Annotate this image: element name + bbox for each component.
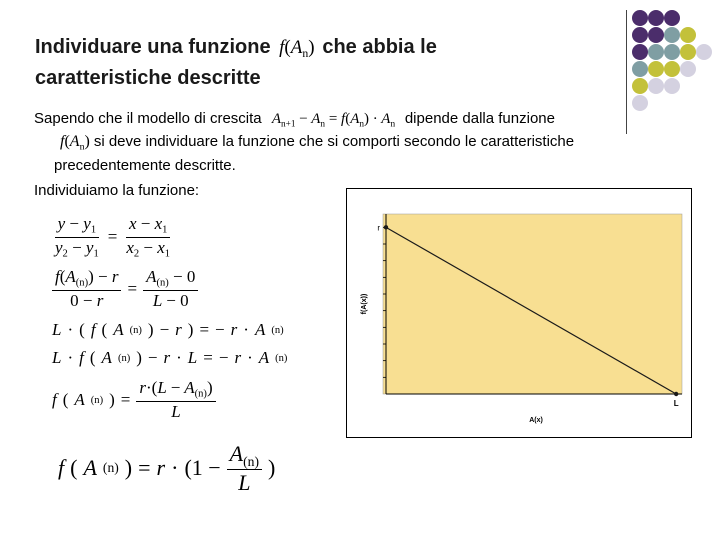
equation-line-substituted: $\frac{f(A_{(n)}) - r}{0 - r}$ = $\frac{A_{(n)} - 0}{L - 0}$ <box>52 262 287 316</box>
decorative-dot <box>648 44 664 60</box>
decorative-dot <box>648 78 664 94</box>
growth-model-formula: $A_{n+1} - A_n = f(A_n) \cdot A_n$ <box>271 111 396 130</box>
plot-area <box>383 214 682 394</box>
paragraph-line-1: Sapendo che il modello di crescita $A_{n+1} - A_n = f(A_n) \cdot A_n$ dipende dalla funzione <box>34 110 555 130</box>
final-equation: f ( A (n) ) = r · (1 − $\frac{A_{(n)}}{L}$ ) <box>58 440 276 496</box>
paragraph-line-2: $f(A_n)$ si deve individuare la funzione che si comporti secondo le caratteristiche <box>60 133 575 153</box>
intro-line: Individuiamo la funzione: <box>34 182 200 199</box>
decorative-dot <box>664 61 680 77</box>
equation-line-expanded: L · f ( A (n) ) − r · L = − r · A (n) <box>52 348 288 367</box>
decorative-dot <box>632 44 648 60</box>
title-text-end: che abbia le <box>322 36 437 58</box>
decorative-dot <box>696 44 712 60</box>
page-title <box>35 35 437 91</box>
final-fraction: $\frac{A_{(n)}}{L}$ <box>227 441 262 496</box>
y-axis-label: f(A(x)) <box>361 293 368 315</box>
decorative-dot <box>680 27 696 43</box>
title-line-1 <box>35 35 437 66</box>
decorative-dot <box>632 78 648 94</box>
decorative-dot <box>664 27 680 43</box>
series-point <box>674 392 678 396</box>
decorative-dot <box>632 61 648 77</box>
decorative-dot <box>648 27 664 43</box>
decorative-dot <box>664 44 680 60</box>
decorative-dot <box>648 10 664 26</box>
paragraph-line-3: precedentemente descritte. <box>54 156 236 174</box>
title-line-2: caratteristiche descritte <box>35 67 261 90</box>
linear-function-chart <box>346 188 692 438</box>
title-text-start: Individuare una funzione <box>35 36 271 58</box>
fraction-x: $\frac{x - x_1}{x_2 - x_1}$ <box>126 213 171 260</box>
decorative-dot <box>632 10 648 26</box>
equation-line-two-point: $\frac{y - y_1}{y_2 - y_1}$ = $\frac{x - x_1}{x_2 - x_1}$ <box>52 212 287 262</box>
intro-paragraph <box>34 110 634 175</box>
series-point <box>384 225 388 229</box>
x-tick-label-l: L <box>673 399 679 408</box>
decorative-dot <box>664 78 680 94</box>
decorative-dot <box>680 44 696 60</box>
equation-line-solved: f ( A (n) ) = $\frac{r\cdot(L - A_{(n)})}{L}$ <box>52 372 287 428</box>
function-formula: $f(A_n)$ <box>60 133 90 153</box>
decorative-dot <box>632 95 648 111</box>
decorative-dot <box>680 61 696 77</box>
x-axis-label: A(x) <box>529 417 543 424</box>
equation-line-cross-multiplied: L · ( f ( A (n) ) − r ) = − r · A (n) <box>52 320 284 339</box>
decorative-dot <box>648 61 664 77</box>
fraction-y: $\frac{y - y_1}{y_2 - y_1}$ <box>55 213 99 260</box>
title-formula-f-an: $f(A_n)$ <box>279 37 315 61</box>
decorative-dot <box>632 27 648 43</box>
y-tick-label-r: r <box>377 223 380 233</box>
equation-block <box>52 212 287 428</box>
decorative-dot <box>664 10 680 26</box>
